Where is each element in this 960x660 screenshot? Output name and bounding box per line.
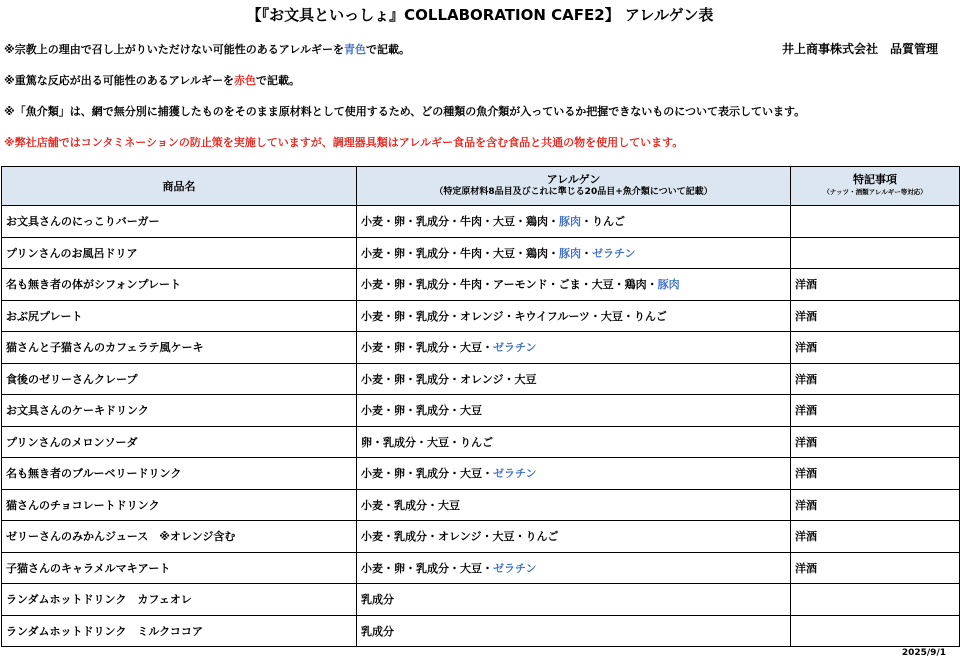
allergen-text: 小麦・卵・乳成分・牛肉・大豆・鶏肉・ — [361, 215, 559, 229]
table-row — [2, 300, 960, 332]
special-note-cell: 洋酒 — [791, 300, 960, 332]
product-name-cell: プリンさんのお風呂ドリア — [2, 237, 357, 269]
header-special-sub: （ナッツ・酒類アレルギー等対応） — [823, 188, 927, 196]
special-note-cell: 洋酒 — [791, 269, 960, 301]
special-note-cell: 洋酒 — [791, 521, 960, 553]
table-row — [2, 363, 960, 395]
allergen-highlight: ゼラチン — [493, 467, 537, 481]
header-special-label: 特記事項 — [853, 173, 897, 186]
note-religious-color-word: 青色 — [343, 43, 366, 56]
allergen-highlight: 豚肉 — [559, 246, 581, 260]
allergen-highlight: ゼラチン — [493, 341, 537, 355]
note-contamination: ※弊社店舗ではコンタミネーションの防止策を実施していますが、調理器具類はアレルギー食品を含む食品と共通の物を使用しています。 — [4, 136, 684, 149]
special-note-cell: 洋酒 — [791, 552, 960, 584]
table-header-row — [2, 167, 960, 206]
allergen-cell — [357, 237, 791, 269]
product-name-cell: ランダムホットドリンク カフェオレ — [2, 584, 357, 616]
note-severe — [4, 72, 300, 88]
note-severe-color-word: 赤色 — [233, 74, 256, 87]
table-row — [2, 269, 960, 301]
product-name-cell: 猫さんと子猫さんのカフェラテ風ケーキ — [2, 332, 357, 364]
allergen-text: 小麦・卵・乳成分・大豆・ — [361, 341, 493, 355]
table-row — [2, 332, 960, 364]
table-row — [2, 237, 960, 269]
allergen-text: 小麦・乳成分・オレンジ・大豆・りんご — [361, 530, 559, 544]
table-row — [2, 206, 960, 238]
allergen-cell — [357, 363, 791, 395]
product-name-cell: お文具さんのケーキドリンク — [2, 395, 357, 427]
product-name-cell: ゼリーさんのみかんジュース ※オレンジ含む — [2, 521, 357, 553]
product-name-cell: おぶ尻プレート — [2, 300, 357, 332]
allergen-highlight: 豚肉 — [559, 215, 581, 229]
header-product — [2, 167, 357, 206]
allergen-text: 小麦・卵・乳成分・大豆・ — [361, 467, 493, 481]
allergen-cell — [357, 300, 791, 332]
allergen-cell — [357, 206, 791, 238]
table-row — [2, 615, 960, 647]
product-name-cell: 食後のゼリーさんクレープ — [2, 363, 357, 395]
allergen-highlight: ゼラチン — [592, 246, 636, 260]
product-name-cell: プリンさんのメロンソーダ — [2, 426, 357, 458]
header-allergen-sub: （特定原材料8品目及びこれに準じる20品目+魚介類について記載） — [434, 187, 713, 197]
header-special — [791, 167, 960, 206]
header-allergen-label: アレルゲン — [546, 173, 601, 186]
special-note-cell: 洋酒 — [791, 363, 960, 395]
table-row — [2, 489, 960, 521]
allergen-cell — [357, 426, 791, 458]
note-religious — [4, 41, 410, 57]
allergen-cell — [357, 489, 791, 521]
allergen-cell — [357, 584, 791, 616]
special-note-cell — [791, 584, 960, 616]
table-row — [2, 552, 960, 584]
page-title: 【『お文具といっしょ』COLLABORATION CAFE2】 アレルゲン表 — [246, 6, 714, 24]
product-name-cell: ランダムホットドリンク ミルクココア — [2, 615, 357, 647]
allergen-cell — [357, 552, 791, 584]
special-note-cell: 洋酒 — [791, 489, 960, 521]
table-row — [2, 395, 960, 427]
product-name-cell: 名も無き者のブルーベリードリンク — [2, 458, 357, 490]
header-allergen — [357, 167, 791, 206]
product-name-cell: 猫さんのチョコレートドリンク — [2, 489, 357, 521]
allergen-cell — [357, 521, 791, 553]
note-seafood: ※「魚介類」は、網で無分別に捕獲したものをそのまま原材料として使用するため、どの種類の魚介類が入っているか把握できないものについて表示しています。 — [4, 105, 806, 118]
allergen-text: 小麦・卵・乳成分・大豆 — [361, 404, 482, 418]
special-note-cell: 洋酒 — [791, 332, 960, 364]
special-note-cell: 洋酒 — [791, 426, 960, 458]
allergen-text: 小麦・卵・乳成分・大豆・ — [361, 561, 493, 575]
product-name-cell: 子猫さんのキャラメルマキアート — [2, 552, 357, 584]
allergen-cell — [357, 269, 791, 301]
note-religious-text: ※宗教上の理由で召し上がりいただけない可能性のあるアレルギーを — [4, 43, 344, 56]
date-label: 2025/9/1 — [901, 648, 946, 658]
allergen-cell — [357, 332, 791, 364]
product-name-cell: 名も無き者の体がシフォンプレート — [2, 269, 357, 301]
special-note-cell — [791, 206, 960, 238]
special-note-cell — [791, 237, 960, 269]
allergen-table — [1, 166, 960, 647]
allergen-text: 乳成分 — [361, 624, 394, 638]
note-severe-text-end: で記載。 — [255, 74, 300, 87]
allergen-text: 小麦・乳成分・大豆 — [361, 498, 460, 512]
company-name: 井上商事株式会社 品質管理 — [781, 42, 938, 56]
table-row — [2, 458, 960, 490]
allergen-text: 小麦・卵・乳成分・オレンジ・キウイフルーツ・大豆・りんご — [361, 309, 667, 323]
allergen-cell — [357, 395, 791, 427]
allergen-text: 卵・乳成分・大豆・りんご — [361, 435, 493, 449]
allergen-text: ・ — [581, 246, 592, 260]
allergen-cell — [357, 458, 791, 490]
table-row — [2, 521, 960, 553]
allergen-highlight: ゼラチン — [493, 561, 537, 575]
allergen-text: 乳成分 — [361, 593, 394, 607]
special-note-cell: 洋酒 — [791, 458, 960, 490]
special-note-cell: 洋酒 — [791, 395, 960, 427]
note-religious-text-end: で記載。 — [365, 43, 410, 56]
table-row — [2, 584, 960, 616]
table-row — [2, 426, 960, 458]
allergen-text: 小麦・卵・乳成分・牛肉・大豆・鶏肉・ — [361, 246, 559, 260]
allergen-text: ・りんご — [581, 215, 625, 229]
allergen-cell — [357, 615, 791, 647]
allergen-text: 小麦・卵・乳成分・牛肉・アーモンド・ごま・大豆・鶏肉・ — [361, 278, 658, 292]
product-name-cell: お文具さんのにっこりバーガー — [2, 206, 357, 238]
allergen-highlight: 豚肉 — [657, 278, 680, 292]
header-product-label: 商品名 — [162, 179, 196, 193]
note-severe-text: ※重篤な反応が出る可能性のあるアレルギーを — [4, 74, 234, 87]
allergen-text: 小麦・卵・乳成分・オレンジ・大豆 — [361, 372, 537, 386]
special-note-cell — [791, 615, 960, 647]
